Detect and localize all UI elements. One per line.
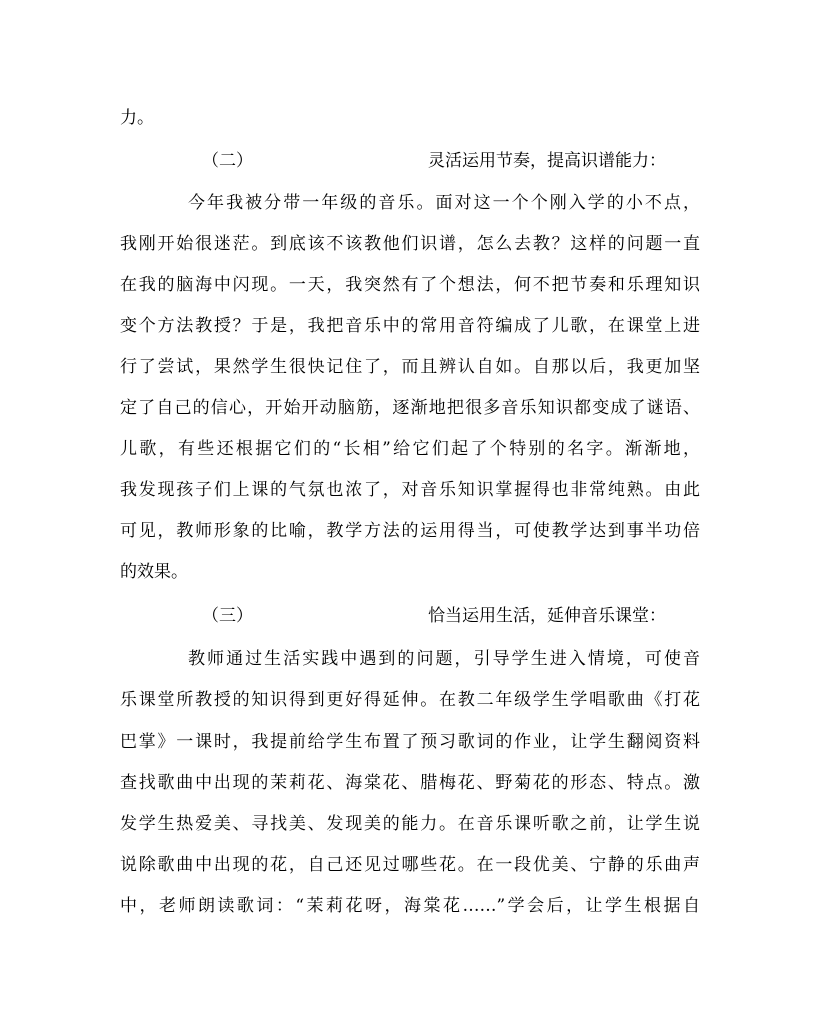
paragraph-line: 中，老师朗读歌词：“茉莉花呀，海棠花……”学会后，让学生根据自 (120, 896, 700, 916)
section-number: （三） (202, 606, 253, 626)
paragraph-line: 我发现孩子们上课的气氛也浓了，对音乐知识掌握得也非常纯熟。由此 (120, 480, 700, 500)
paragraph-end-line: 力。 (120, 108, 154, 128)
section-heading: 恰当运用生活，延伸音乐课堂： (428, 606, 666, 626)
paragraph-line: 的效果。 (120, 562, 188, 582)
paragraph-line: 说除歌曲中出现的花，自己还见过哪些花。在一段优美、宁静的乐曲声 (120, 855, 700, 875)
section-heading: 灵活运用节奏，提高识谱能力： (428, 151, 666, 171)
paragraph-line: 查找歌曲中出现的茉莉花、海棠花、腊梅花、野菊花的形态、特点。激 (120, 773, 700, 793)
paragraph-line: 在我的脑海中闪现。一天，我突然有了个想法，何不把节奏和乐理知识 (120, 275, 700, 295)
paragraph-line: 我刚开始很迷茫。到底该不该教他们识谱，怎么去教？这样的问题一直 (120, 234, 700, 254)
paragraph-line: 巴掌》一课时，我提前给学生布置了预习歌词的作业，让学生翻阅资料 (120, 732, 700, 752)
paragraph-line: 变个方法教授？于是，我把音乐中的常用音符编成了儿歌，在课堂上进 (120, 316, 700, 336)
paragraph-line: 发学生热爱美、寻找美、发现美的能力。在音乐课听歌之前，让学生说 (120, 814, 700, 834)
paragraph-line: 儿歌，有些还根据它们的“长相”给它们起了个特别的名字。渐渐地， (120, 439, 700, 459)
paragraph-line: 定了自己的信心，开始开动脑筋，逐渐地把很多音乐知识都变成了谜语、 (120, 398, 700, 418)
paragraph-line: 今年我被分带一年级的音乐。面对这一个个刚入学的小不点， (188, 193, 700, 213)
paragraph-line: 教师通过生活实践中遇到的问题，引导学生进入情境，可使音 (188, 649, 700, 669)
paragraph-line: 乐课堂所教授的知识得到更好得延伸。在教二年级学生学唱歌曲《打花 (120, 690, 700, 710)
section-number: （二） (202, 151, 253, 171)
paragraph-line: 可见，教师形象的比喻，教学方法的运用得当，可使教学达到事半功倍 (120, 521, 700, 541)
paragraph-line: 行了尝试，果然学生很快记住了，而且辨认自如。自那以后，我更加坚 (120, 357, 700, 377)
